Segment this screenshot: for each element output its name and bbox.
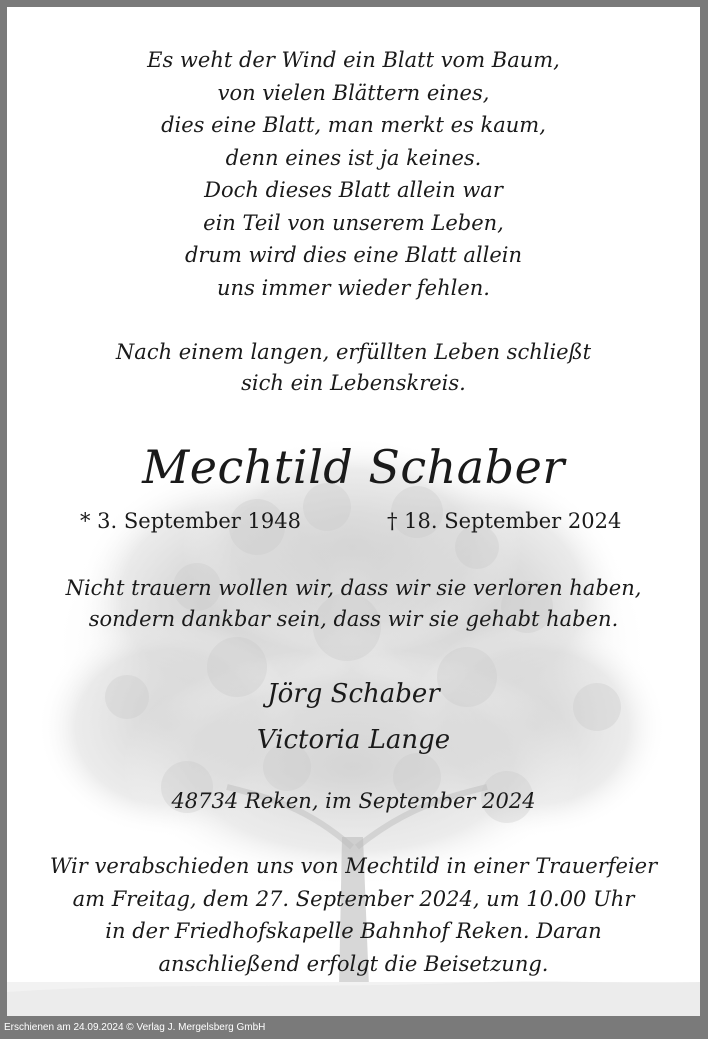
poem-line: uns immer wieder fehlen.	[217, 275, 490, 300]
funeral-line: am Freitag, dem 27. September 2024, um 10.00 Uhr	[72, 886, 635, 911]
poem	[7, 44, 700, 304]
notice-text	[7, 7, 700, 1016]
quote	[7, 573, 700, 635]
funeral-info	[7, 850, 700, 980]
death-date: † 18. September 2024	[387, 509, 622, 533]
quote-line: Nicht trauern wollen wir, dass wir sie verloren haben,	[65, 576, 642, 600]
mourners	[7, 671, 700, 763]
funeral-line: anschließend erfolgt die Beisetzung.	[158, 951, 549, 976]
publication-footer: Erschienen am 24.09.2024 © Verlag J. Mergelsberg GmbH	[4, 1022, 266, 1033]
funeral-line: in der Friedhofskapelle Bahnhof Reken. Daran	[105, 919, 602, 943]
poem-line: denn eines ist ja keines.	[225, 145, 482, 170]
intro-line: Nach einem langen, erfüllten Leben schließt	[115, 340, 592, 364]
obituary-notice	[7, 7, 700, 1016]
intro-text	[7, 337, 700, 399]
place-date: 48734 Reken, im September 2024	[171, 789, 536, 813]
birth-date: * 3. September 1948	[80, 509, 301, 533]
poem-line: ein Teil von unserem Leben,	[203, 210, 504, 235]
poem-line: Es weht der Wind ein Blatt vom Baum,	[147, 48, 560, 72]
quote-line: sondern dankbar sein, dass wir sie gehabt haben.	[88, 607, 619, 631]
deceased-name: Mechtild Schaber	[142, 440, 565, 494]
mourner-name: Victoria Lange	[256, 725, 451, 755]
mourner-name: Jörg Schaber	[267, 679, 440, 709]
poem-line: von vielen Blättern eines,	[217, 80, 490, 105]
poem-line: Doch dieses Blatt allein war	[204, 178, 503, 202]
intro-line: sich ein Lebenskreis.	[241, 371, 466, 395]
poem-line: dies eine Blatt, man merkt es kaum,	[161, 113, 546, 137]
funeral-line: Wir verabschieden uns von Mechtild in einer Trauerfeier	[49, 854, 658, 878]
poem-line: drum wird dies eine Blatt allein	[184, 243, 523, 267]
